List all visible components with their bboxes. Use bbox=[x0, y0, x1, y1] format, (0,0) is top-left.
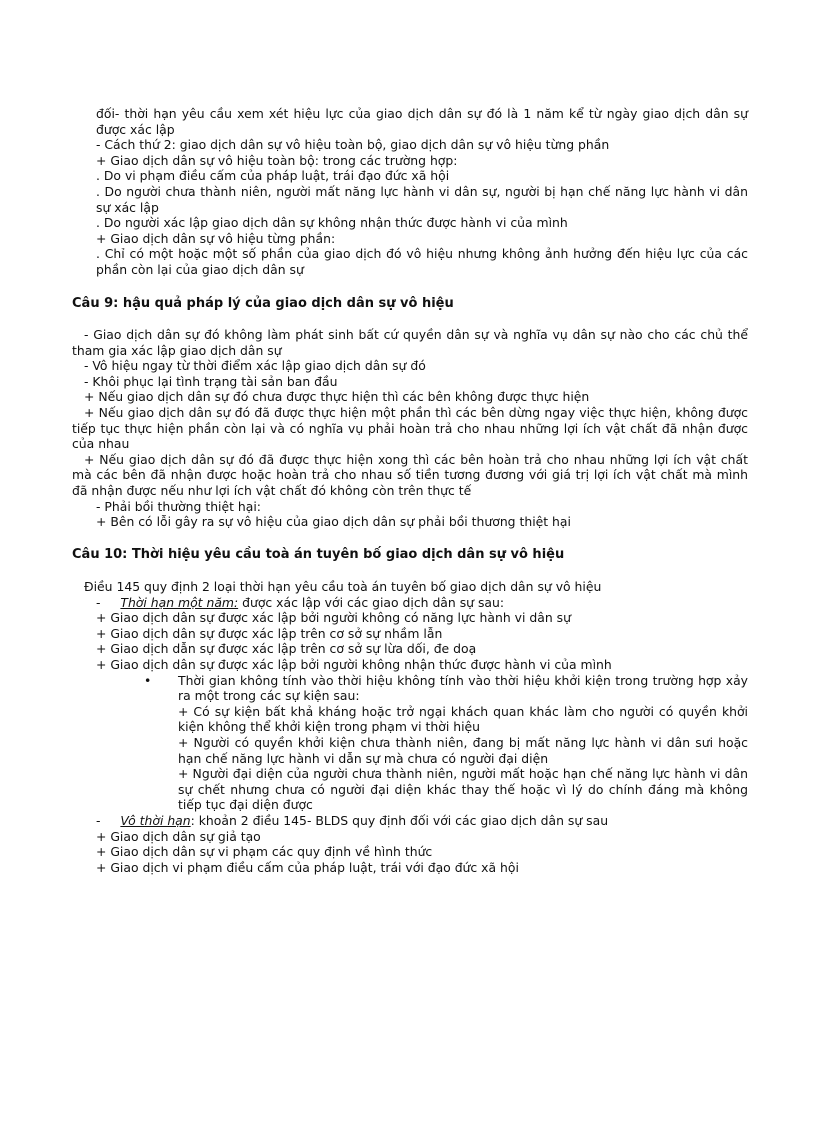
q9-line: - Giao dịch dân sự đó không làm phát sinh bất cứ quyền dân sự và nghĩa vụ dân sự nào cho các chủ thể tham gia xác lập giao dịch dân sự bbox=[72, 327, 748, 358]
unlimited-dash: - bbox=[96, 812, 101, 828]
question-9-body bbox=[72, 327, 748, 530]
unlimited-item: + Giao dịch dân sự vi phạm các quy định về hình thức bbox=[96, 844, 433, 860]
one-year-item: + Giao dịch dẫn sự được xác lập trên cơ sở sự lừa dối, đe doạ bbox=[96, 641, 477, 657]
intro-line: . Chỉ có một hoặc một số phần của giao dịch đó vô hiệu nhưng không ảnh hưởng đến hiệu lực của các phần còn lại của giao dịch dân sự bbox=[96, 246, 748, 277]
unlimited-item: + Giao dịch vi phạm điều cấm của pháp luật, trái với đạo đức xã hội bbox=[96, 859, 519, 875]
bullet-item bbox=[72, 673, 748, 813]
question-9-heading: Câu 9: hậu quả pháp lý của giao dịch dân sự vô hiệu bbox=[72, 296, 454, 311]
intro-line: + Giao dịch dân sự vô hiệu từng phần: bbox=[96, 230, 336, 246]
q9-line: + Bên có lỗi gây ra sự vô hiệu của giao dịch dân sự phải bồi thương thiệt hại bbox=[96, 514, 571, 530]
intro-line: + Giao dịch dân sự vô hiệu toàn bộ: trong các trường hợp: bbox=[96, 152, 458, 168]
bullet-text: Thời gian không tính vào thời hiệu không tính vào thời hiệu khởi kiện trong trường hợp xảy ra một trong các sự kiện sau: bbox=[178, 672, 748, 704]
question-10-body bbox=[72, 579, 748, 875]
unlimited-item: + Giao dịch dân sự giả tạo bbox=[96, 828, 261, 844]
question-10-section bbox=[72, 547, 748, 563]
q9-line: - Khôi phục lại tình trạng tài sản ban đầu bbox=[84, 373, 338, 389]
one-year-line bbox=[72, 595, 748, 611]
intro-line: . Do người chưa thành niên, người mất năng lực hành vi dân sự, người bị hạn chế năng lực hành vi dân sự xác lập bbox=[96, 183, 748, 215]
question-10-heading: Câu 10: Thời hiệu yêu cầu toà án tuyên bố giao dịch dân sự vô hiệu bbox=[72, 547, 565, 562]
sub-item: + Người đại diện của người chưa thành niên, người mất hoặc hạn chế năng lực hành vi dân sự chết nhưng chưa có người đại diện khác thay thế hoặc vì lý do chính đáng mà không tiếp tục đại diện được bbox=[178, 766, 748, 813]
one-year-dash: - bbox=[96, 594, 101, 610]
question-9-section bbox=[72, 296, 748, 312]
sub-item: + Có sự kiện bất khả kháng hoặc trở ngại khách quan khác làm cho người có quyền khởi kiện không thể khởi kiện trong phạm vi thời hiệu bbox=[178, 703, 748, 735]
intro-line: đối- thời hạn yêu cầu xem xét hiệu lực của giao dịch dân sự đó là 1 năm kể từ ngày giao dịch dân sự được xác lập bbox=[96, 106, 748, 137]
one-year-item: + Giao dịch dân sự được xác lập trên cơ sở sự nhầm lẫn bbox=[96, 625, 443, 641]
q9-line: + Nếu giao dịch dân sự đó đã được thực hiện một phần thì các bên dừng ngay việc thực hiện, không được tiếp tục thực hiện phần còn lại và có nghĩa vụ phải hoàn trả cho nhau những lợi ích vật chất đã nhận được của nhau bbox=[72, 404, 748, 452]
unlimited-label: Vô thời hạn bbox=[120, 812, 191, 828]
intro-section bbox=[72, 106, 748, 278]
intro-line: . Do vi phạm điều cấm của pháp luật, trái đạo đức xã hội bbox=[96, 168, 450, 184]
q9-line: + Nếu giao dịch dân sự đó chưa được thực hiện thì các bên không được thực hiện bbox=[84, 389, 590, 405]
one-year-label: Thời hạn một năm: bbox=[120, 594, 239, 610]
q9-line: - Vô hiệu ngay từ thời điểm xác lập giao dịch dân sự đó bbox=[84, 358, 426, 374]
intro-line: - Cách thứ 2: giao dịch dân sự vô hiệu toàn bộ, giao dịch dân sự vô hiệu từng phần bbox=[96, 137, 610, 153]
unlimited-text: : khoản 2 điều 145- BLDS quy định đối với các giao dịch dân sự sau bbox=[190, 812, 609, 828]
unlimited-line bbox=[72, 813, 748, 829]
one-year-text: được xác lập với các giao dịch dân sự sau: bbox=[238, 594, 505, 610]
bullet-dot: • bbox=[144, 672, 152, 688]
q9-line: + Nếu giao dịch dân sự đó đã được thực hiện xong thì các bên hoàn trả cho nhau những lợi ích vật chất mà các bên đã nhận được hoặc hoàn trả cho nhau số tiền tương đương với giá trị lợi ích vật chất mà mình đã nhận được nếu như lợi ích vật chất đó không còn trên thực tế bbox=[72, 451, 748, 498]
q10-intro: Điều 145 quy định 2 loại thời hạn yêu cầu toà án tuyên bố giao dịch dân sự vô hiệu bbox=[84, 579, 602, 594]
one-year-item: + Giao dịch dân sự được xác lập bởi người không có năng lực hành vi dân sự bbox=[96, 610, 571, 626]
q9-line: - Phải bồi thường thiệt hại: bbox=[96, 498, 261, 514]
one-year-item: + Giao dịch dân sự được xác lập bởi người không nhận thức được hành vi của mình bbox=[96, 656, 612, 672]
intro-line: . Do người xác lập giao dịch dân sự không nhận thức được hành vi của mình bbox=[96, 215, 568, 231]
sub-item: + Người có quyền khởi kiện chưa thành niên, đang bị mất năng lực hành vi dân sưi hoặc hạn chế năng lực hành vi dẫn sự mà chưa có người đại diện bbox=[178, 734, 748, 766]
